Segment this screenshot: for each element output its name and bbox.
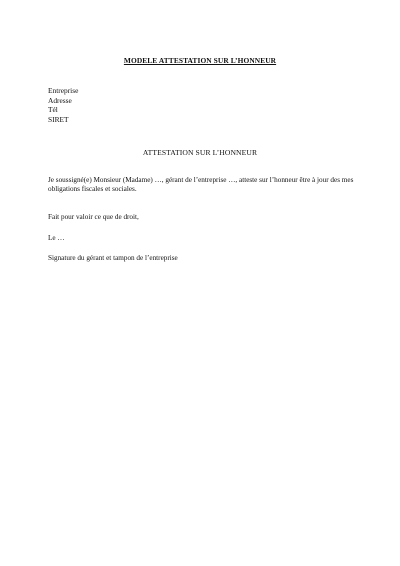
document-title: MODELE ATTESTATION SUR L’HONNEUR — [123, 56, 277, 65]
company-line-tel: Tél — [48, 105, 58, 115]
signature-line: Signature du gérant et tampon de l’entreprise — [48, 254, 178, 262]
date-place-line: Le … — [48, 234, 65, 242]
company-info-block — [48, 86, 78, 124]
company-line-siret: SIRET — [48, 114, 69, 124]
company-line-adresse: Adresse — [48, 95, 72, 105]
closing-formula: Fait pour valoir ce que de droit, — [48, 213, 139, 221]
attestation-heading: ATTESTATION SUR L’HONNEUR — [142, 148, 258, 157]
company-line-entreprise: Entreprise — [48, 86, 79, 95]
attestation-statement: Je soussigné(e) Monsieur (Madame) …, gérant de l’entreprise …, atteste sur l’honneur être à jour des mes obligations fiscales et sociales. — [48, 176, 354, 194]
